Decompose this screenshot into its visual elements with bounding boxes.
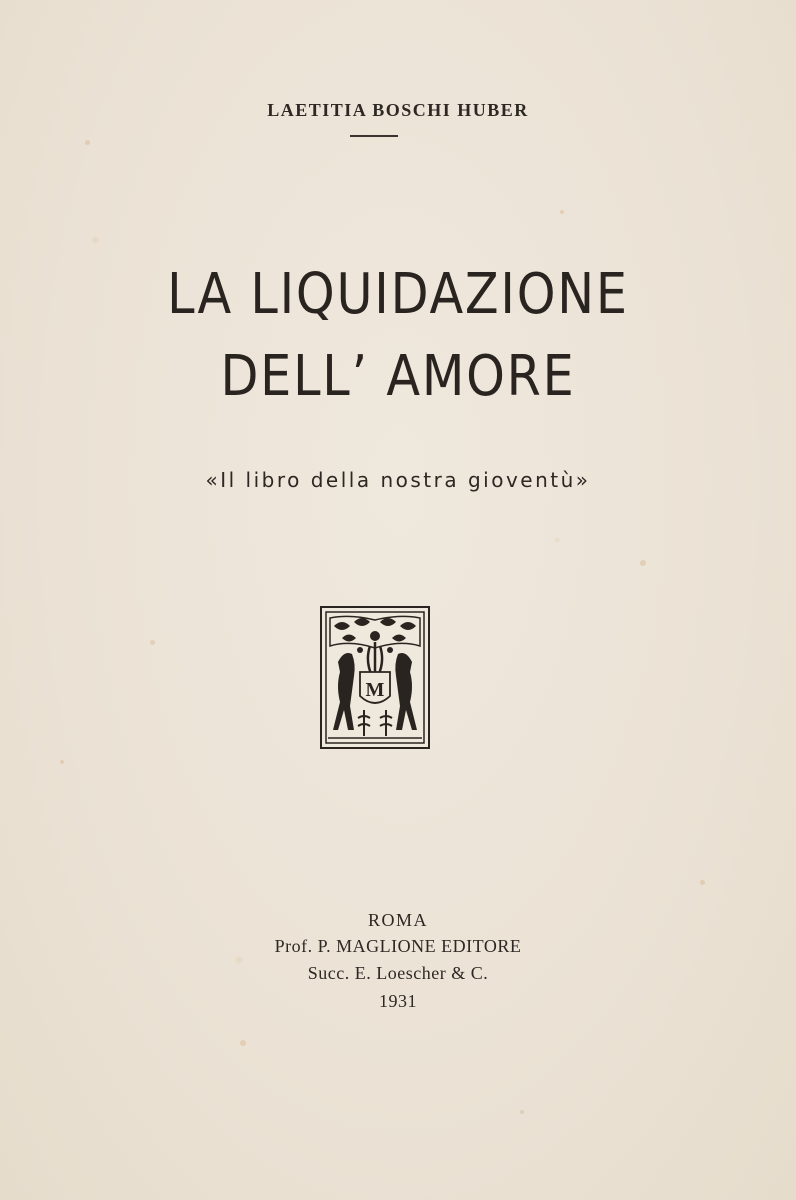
paper-speck <box>560 210 564 214</box>
imprint-city: ROMA <box>367 910 428 930</box>
paper-speck <box>60 760 64 764</box>
paper-speck <box>85 140 90 145</box>
imprint-successor: Succ. E. Loescher & C. <box>307 963 489 983</box>
author-divider <box>350 135 398 137</box>
paper-speck <box>700 880 705 885</box>
paper-speck <box>150 640 155 645</box>
author-name: LAETITIA BOSCHI HUBER <box>267 100 529 120</box>
paper-speck <box>240 1040 246 1046</box>
monogram-letter: M <box>365 679 385 701</box>
subtitle: «Il libro della nostra gioventù» <box>205 468 591 492</box>
printer-mark-icon <box>320 606 430 749</box>
paper-speck <box>520 1110 524 1114</box>
title-line-2: DELL’ AMORE <box>220 344 576 409</box>
imprint-publisher: Prof. P. MAGLIONE EDITORE <box>274 936 522 956</box>
imprint-year: 1931 <box>379 991 417 1011</box>
title-line-1: LA LIQUIDAZIONE <box>167 262 629 327</box>
paper-speck <box>640 560 646 566</box>
